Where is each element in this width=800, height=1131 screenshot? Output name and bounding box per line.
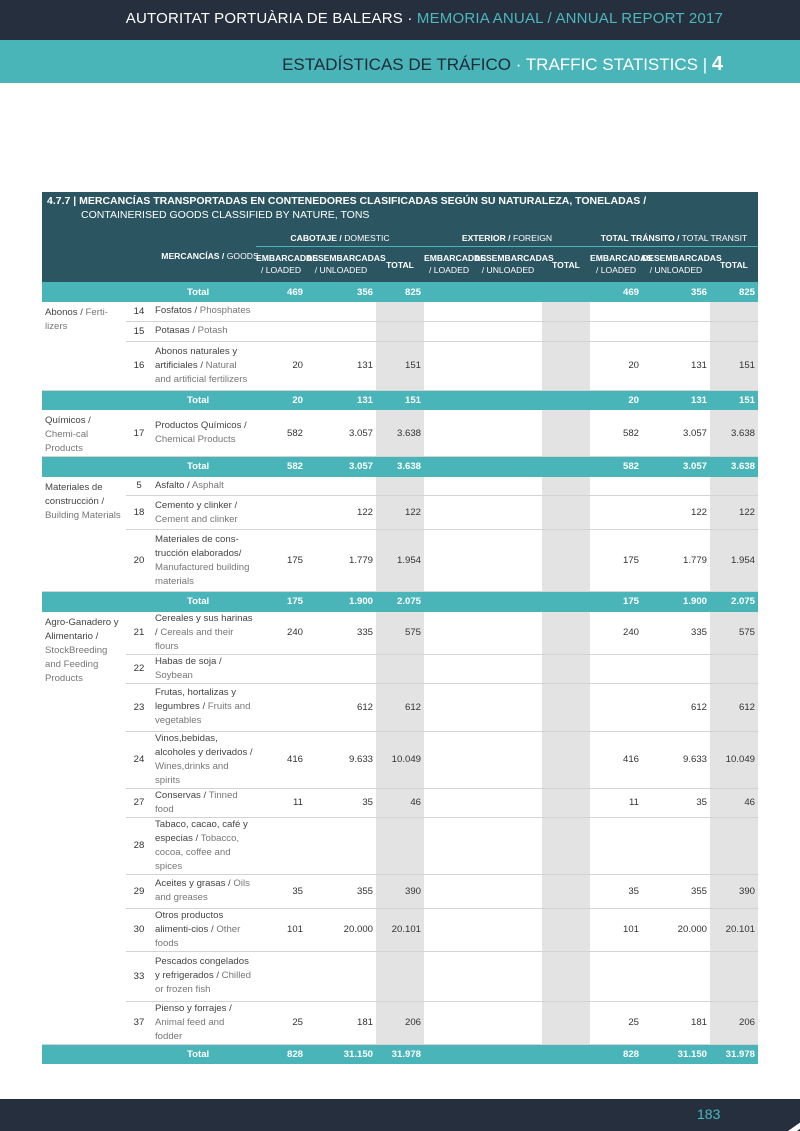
col-unloaded-en: / UNLOADED	[314, 265, 368, 275]
cell: 355	[642, 874, 710, 908]
cell: 1.954	[710, 530, 758, 592]
category-en: StockBreeding and Feeding Products	[45, 644, 108, 684]
section-title-es: ESTADÍSTICAS DE TRÁFICO	[282, 55, 511, 74]
cell: 122	[306, 496, 376, 530]
cell: 20.101	[710, 908, 758, 951]
code-cell: 14	[126, 302, 152, 321]
table-row	[42, 341, 758, 390]
cell: 101	[590, 908, 642, 951]
desc-en: Potash	[197, 325, 228, 336]
desc-cell	[152, 477, 256, 496]
cell: 3.057	[306, 410, 376, 457]
cell: 11	[256, 788, 306, 817]
desc-en: Phosphates	[199, 305, 251, 317]
code-cell: 30	[126, 908, 152, 951]
cell: 131	[642, 341, 710, 390]
desc-es: Cereales y sus harinas /	[155, 612, 253, 638]
col-unloaded-en: / UNLOADED	[649, 265, 703, 275]
cell: 3.638	[376, 410, 424, 457]
table-row	[42, 951, 758, 1001]
cell: 469	[256, 282, 306, 302]
cell: 175	[256, 592, 306, 612]
cell: 825	[376, 282, 424, 302]
cell: 828	[256, 1044, 306, 1064]
desc-cell	[152, 496, 256, 530]
cell: 20	[256, 341, 306, 390]
cell: 25	[256, 1001, 306, 1044]
table-row	[42, 302, 758, 321]
cell: 582	[256, 410, 306, 457]
group-en: DOMESTIC	[344, 233, 390, 243]
desc-en: Chilled or frozen fish	[155, 970, 252, 995]
cell: 10.049	[710, 731, 758, 788]
cell: 46	[710, 788, 758, 817]
desc-es: Cemento y clinker /	[155, 499, 238, 511]
cell: 335	[306, 612, 376, 655]
desc-cell	[152, 874, 256, 908]
col-loaded-en: / LOADED	[428, 265, 470, 275]
table-row	[42, 530, 758, 592]
cell: 3.638	[376, 457, 424, 477]
memoria-label: MEMORIA ANUAL	[416, 10, 544, 27]
cell: 175	[590, 530, 642, 592]
cell: 11	[590, 788, 642, 817]
cell: 131	[306, 390, 376, 410]
cell: 575	[710, 612, 758, 655]
table-row	[42, 496, 758, 530]
cell: 31.978	[376, 1044, 424, 1064]
report-label: ANNUAL REPORT 2017	[555, 10, 723, 27]
cell: 131	[306, 341, 376, 390]
cell: 3.057	[642, 457, 710, 477]
desc-es: Pienso y forrajes /	[155, 1002, 232, 1014]
table-row	[42, 1001, 758, 1044]
desc-cell	[152, 654, 256, 683]
total-label: Total	[126, 592, 256, 612]
code-cell: 15	[126, 321, 152, 341]
table-row	[42, 612, 758, 655]
top-banner	[0, 0, 800, 40]
cell: 20	[256, 390, 306, 410]
code-cell: 5	[126, 477, 152, 496]
col-loaded	[256, 252, 319, 276]
group-domestic	[256, 232, 424, 244]
desc-en: Soybean	[155, 669, 193, 681]
col-unloaded-es: DESEMBARCADAS	[642, 253, 722, 263]
col-loaded-es: EMBARCADAS	[424, 253, 487, 263]
code-cell: 22	[126, 654, 152, 683]
total-row	[42, 390, 758, 410]
col-loaded	[424, 252, 487, 276]
col-loaded-en: / LOADED	[595, 265, 637, 275]
cell: 416	[256, 731, 306, 788]
table-row	[42, 654, 758, 683]
cell: 181	[642, 1001, 710, 1044]
desc-es: Fosfatos /	[155, 305, 198, 317]
separator: ·	[510, 55, 526, 74]
code-cell: 16	[126, 341, 152, 390]
total-row	[42, 457, 758, 477]
category-cell	[42, 477, 126, 592]
cell: 1.954	[376, 530, 424, 592]
group-transit	[590, 232, 758, 244]
desc-es: Habas de soja /	[155, 655, 222, 667]
cell: 612	[642, 683, 710, 731]
cell: 31.150	[306, 1044, 376, 1064]
table-row	[42, 683, 758, 731]
col-loaded-es: EMBARCADAS	[256, 253, 319, 263]
col-loaded-es: EMBARCADAS	[590, 253, 653, 263]
cell: 151	[710, 390, 758, 410]
page-number: 183	[697, 1106, 721, 1122]
footer-slash-decoration	[748, 1099, 800, 1131]
cell: 20	[590, 341, 642, 390]
table-header	[42, 226, 758, 282]
desc-es: Pescados congelados y refrigerados /	[155, 956, 249, 981]
cell: 101	[256, 908, 306, 951]
code-cell: 24	[126, 731, 152, 788]
desc-es: Conservas /	[155, 789, 207, 801]
col-unloaded-es: DESEMBARCADAS	[474, 253, 554, 263]
cell: 151	[710, 341, 758, 390]
category-es: Químicos /	[45, 415, 91, 426]
desc-en: Oils and greases	[155, 878, 250, 903]
goods-header	[160, 250, 260, 262]
desc-en: Cement and clinker	[155, 513, 238, 525]
group-foreign	[424, 232, 590, 244]
code-cell: 27	[126, 788, 152, 817]
col-unloaded-es: DESEMBARCADAS	[306, 253, 386, 263]
separator: /	[543, 10, 556, 27]
total-row	[42, 282, 758, 302]
total-label: Total	[126, 390, 256, 410]
category-en: Building Materials	[45, 509, 121, 521]
desc-es: Asfalto /	[155, 479, 190, 491]
cell: 46	[376, 788, 424, 817]
cell: 582	[590, 457, 642, 477]
desc-cell	[152, 321, 256, 341]
table-row	[42, 908, 758, 951]
code-cell: 23	[126, 683, 152, 731]
desc-en: Tobacco, cocoa, coffee and spices	[155, 832, 240, 872]
cell: 612	[306, 683, 376, 731]
cell: 122	[376, 496, 424, 530]
cell: 35	[642, 788, 710, 817]
cell: 1.779	[642, 530, 710, 592]
category-cell	[42, 612, 126, 1045]
cell: 3.638	[710, 410, 758, 457]
group-es: CABOTAJE /	[290, 233, 342, 243]
cell: 131	[642, 390, 710, 410]
section-number: 4	[711, 53, 723, 75]
col-unloaded-en: / UNLOADED	[481, 265, 535, 275]
cell: 3.638	[710, 457, 758, 477]
cell: 356	[642, 282, 710, 302]
col-total: TOTAL	[720, 260, 748, 270]
desc-es: Potasas /	[155, 325, 195, 336]
desc-es: Aceites y grasas /	[155, 878, 231, 889]
cell: 612	[710, 683, 758, 731]
desc-cell	[152, 612, 256, 655]
total-label: Total	[126, 1044, 256, 1064]
cell: 20.000	[306, 908, 376, 951]
total-label: Total	[126, 282, 256, 302]
cell: 175	[590, 592, 642, 612]
desc-cell	[152, 1001, 256, 1044]
total-label: Total	[126, 457, 256, 477]
desc-es: Otros productos alimenti-cios /	[155, 909, 224, 935]
cell: 35	[256, 874, 306, 908]
desc-en: Wines,drinks and spirits	[155, 760, 229, 786]
table-title-es: 4.7.7 | MERCANCÍAS TRANSPORTADAS EN CONTENEDORES CLASIFICADAS SEGÚN SU NATURALEZA, TONELADAS /	[47, 195, 647, 207]
desc-cell	[152, 788, 256, 817]
code-cell: 18	[126, 496, 152, 530]
cell: 31.978	[710, 1044, 758, 1064]
code-cell: 21	[126, 612, 152, 655]
cell: 151	[376, 341, 424, 390]
desc-cell	[152, 951, 256, 1001]
desc-en: Cereals and their flours	[155, 626, 234, 652]
desc-es: Frutas, hortalizas y legumbres /	[155, 687, 237, 712]
footer-bar	[0, 1099, 800, 1131]
goods-header-en: GOODS	[226, 251, 259, 261]
col-unloaded	[642, 252, 722, 276]
cell: 31.150	[642, 1044, 710, 1064]
separator: |	[698, 55, 712, 74]
group-en: TOTAL TRANSIT	[681, 233, 748, 243]
desc-es: Productos Químicos /	[155, 420, 247, 431]
cell: 575	[376, 612, 424, 655]
org-name: AUTORITAT PORTUÀRIA DE BALEARS	[125, 10, 403, 27]
separator: ·	[402, 10, 417, 27]
section-title-en: TRAFFIC STATISTICS	[525, 55, 698, 74]
cell: 206	[710, 1001, 758, 1044]
cell: 9.633	[306, 731, 376, 788]
cell: 35	[306, 788, 376, 817]
code-cell: 28	[126, 817, 152, 874]
cell: 469	[590, 282, 642, 302]
desc-en: Tinned food	[155, 789, 238, 815]
desc-en: Chemical Products	[155, 434, 236, 445]
cell: 356	[306, 282, 376, 302]
col-loaded-en: / LOADED	[260, 265, 302, 275]
goods-table	[42, 282, 758, 1064]
table-title-en: CONTAINERISED GOODS CLASSIFIED BY NATURE, TONS	[81, 209, 370, 221]
code-cell: 17	[126, 410, 152, 457]
desc-cell	[152, 341, 256, 390]
desc-cell	[152, 530, 256, 592]
cell: 181	[306, 1001, 376, 1044]
desc-cell	[152, 908, 256, 951]
desc-en: Natural and artificial fertilizers	[155, 359, 248, 385]
desc-en: Animal feed and fodder	[155, 1016, 225, 1042]
category-es: Abonos /	[45, 307, 83, 318]
cell: 582	[256, 457, 306, 477]
cell: 1.900	[306, 592, 376, 612]
code-cell: 20	[126, 530, 152, 592]
desc-es: Abonos naturales y artificiales /	[155, 345, 238, 371]
cell: 240	[590, 612, 642, 655]
cell: 3.057	[642, 410, 710, 457]
total-row	[42, 1044, 758, 1064]
cell: 2.075	[376, 592, 424, 612]
cell: 612	[376, 683, 424, 731]
group-en: FOREIGN	[512, 233, 553, 243]
cell: 20.000	[642, 908, 710, 951]
group-es: TOTAL TRÁNSITO /	[600, 233, 680, 243]
desc-en: Fruits and vegetables	[155, 701, 251, 726]
desc-en: Manufactured building materials	[155, 561, 250, 587]
col-unloaded	[474, 252, 554, 276]
category-cell	[42, 410, 126, 457]
code-cell: 29	[126, 874, 152, 908]
table-row	[42, 731, 758, 788]
cell: 9.633	[642, 731, 710, 788]
desc-cell	[152, 731, 256, 788]
desc-en: Asphalt	[191, 479, 224, 491]
desc-cell	[152, 302, 256, 321]
cell: 10.049	[376, 731, 424, 788]
category-es: Materiales de construcción /	[45, 481, 105, 507]
report-header	[126, 10, 723, 27]
cell: 355	[306, 874, 376, 908]
category-en: Chemi-cal Products	[45, 429, 89, 454]
table-row	[42, 817, 758, 874]
cell: 175	[256, 530, 306, 592]
cell: 240	[256, 612, 306, 655]
category-en: Ferti-lizers	[45, 307, 108, 332]
cell: 416	[590, 731, 642, 788]
col-unloaded	[306, 252, 386, 276]
cell: 20	[590, 390, 642, 410]
cell: 2.075	[710, 592, 758, 612]
desc-es: Vinos,bebidas, alcoholes y derivados /	[155, 732, 253, 758]
desc-es: Tabaco, cacao, café y especias /	[155, 818, 248, 844]
table-title	[42, 192, 758, 226]
code-cell: 33	[126, 951, 152, 1001]
cell: 390	[710, 874, 758, 908]
cell: 1.900	[642, 592, 710, 612]
cell: 122	[642, 496, 710, 530]
group-es: EXTERIOR /	[461, 233, 511, 243]
desc-cell	[152, 683, 256, 731]
table-row	[42, 410, 758, 457]
goods-header-es: MERCANCÍAS /	[161, 251, 225, 261]
cell: 1.779	[306, 530, 376, 592]
desc-cell	[152, 817, 256, 874]
col-total: TOTAL	[552, 260, 580, 270]
cell: 390	[376, 874, 424, 908]
cell: 206	[376, 1001, 424, 1044]
col-loaded	[590, 252, 653, 276]
cell: 151	[376, 390, 424, 410]
cell: 122	[710, 496, 758, 530]
desc-cell	[152, 410, 256, 457]
cell: 35	[590, 874, 642, 908]
table-row	[42, 477, 758, 496]
table-row	[42, 321, 758, 341]
cell: 25	[590, 1001, 642, 1044]
category-cell	[42, 302, 126, 390]
table-row	[42, 788, 758, 817]
cell: 335	[642, 612, 710, 655]
section-title	[282, 53, 723, 76]
category-es: Agro-Ganadero y Alimentario /	[45, 616, 119, 642]
code-cell: 37	[126, 1001, 152, 1044]
desc-en: Other foods	[155, 923, 241, 949]
total-row	[42, 592, 758, 612]
cell: 825	[710, 282, 758, 302]
col-total: TOTAL	[386, 260, 414, 270]
cell: 582	[590, 410, 642, 457]
cell: 3.057	[306, 457, 376, 477]
desc-es: Materiales de cons-trucción elaborados/	[155, 533, 242, 559]
table-row	[42, 874, 758, 908]
cell: 20.101	[376, 908, 424, 951]
cell: 828	[590, 1044, 642, 1064]
section-banner	[0, 40, 800, 83]
